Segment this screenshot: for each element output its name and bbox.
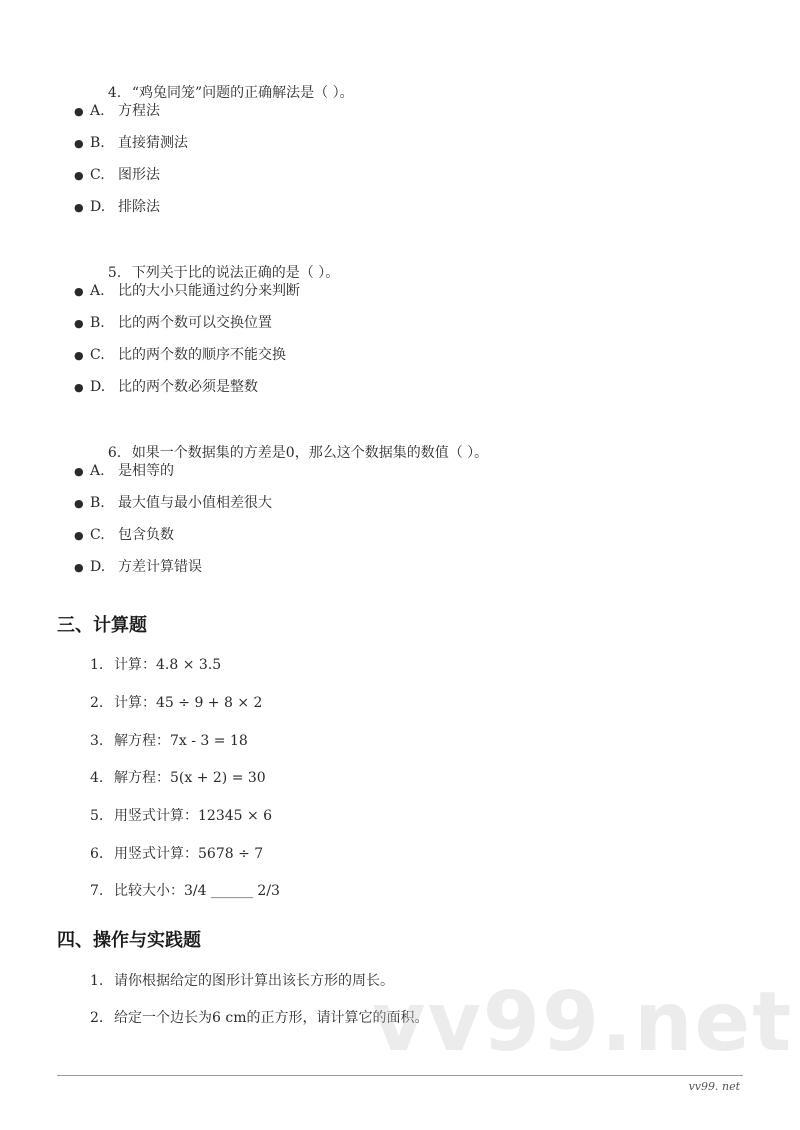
- item-text: 用竖式计算：12345 × 6: [114, 808, 273, 824]
- option-letter: A.: [90, 463, 105, 479]
- item-text: 计算：45 ÷ 9 + 8 × 2: [114, 695, 263, 711]
- question-number: 4.: [107, 85, 122, 101]
- option-letter: C.: [90, 527, 105, 543]
- bullet-icon: ●: [74, 137, 84, 150]
- item-text: 计算：4.8 × 3.5: [114, 657, 222, 673]
- option-6c: [74, 525, 174, 546]
- bullet-icon: ●: [74, 285, 84, 298]
- calc-item-5: [90, 806, 272, 826]
- option-4d: [74, 197, 160, 218]
- watermark: vv99.net: [372, 975, 794, 1070]
- item-number: 6.: [90, 846, 104, 862]
- question-number: 6.: [107, 445, 122, 461]
- option-letter: D.: [90, 559, 106, 575]
- option-text: 方程法: [118, 103, 160, 119]
- option-text: 排除法: [118, 199, 160, 215]
- item-number: 1.: [90, 973, 104, 989]
- item-text: 解方程：5(x + 2) = 30: [114, 770, 266, 786]
- item-text: 请你根据给定的图形计算出该长方形的周长。: [114, 973, 394, 989]
- option-5b: [74, 313, 272, 334]
- item-number: 5.: [90, 808, 104, 824]
- calc-item-1: [90, 655, 221, 675]
- option-letter: C.: [90, 347, 105, 363]
- option-text: 是相等的: [118, 463, 174, 479]
- option-letter: B.: [90, 495, 105, 511]
- bullet-icon: ●: [74, 169, 84, 182]
- section-title-calc: 三、计算题: [57, 615, 147, 636]
- item-text: 比较大小：3/4 ______ 2/3: [114, 883, 280, 899]
- practice-item-1: [90, 971, 394, 991]
- item-number: 3.: [90, 733, 104, 749]
- option-4c: [74, 165, 160, 186]
- option-5d: [74, 377, 258, 398]
- question-text: 下列关于比的说法正确的是（ ）。: [131, 265, 340, 281]
- calc-item-2: [90, 693, 262, 713]
- item-number: 1.: [90, 657, 104, 673]
- bullet-icon: ●: [74, 529, 84, 542]
- item-text: 用竖式计算：5678 ÷ 7: [114, 846, 264, 862]
- option-text: 比的两个数可以交换位置: [118, 315, 272, 331]
- question-number: 5.: [107, 265, 122, 281]
- calc-item-6: [90, 844, 263, 864]
- calc-item-3: [90, 731, 248, 751]
- bullet-icon: ●: [74, 465, 84, 478]
- option-text: 最大值与最小值相差很大: [118, 495, 272, 511]
- option-letter: B.: [90, 315, 105, 331]
- calc-item-7: [90, 881, 280, 901]
- option-letter: C.: [90, 167, 105, 183]
- option-letter: D.: [90, 199, 106, 215]
- bullet-icon: ●: [74, 381, 84, 394]
- question-text: 如果一个数据集的方差是0，那么这个数据集的数值（ ）。: [131, 445, 489, 461]
- calc-item-4: [90, 768, 266, 788]
- bullet-icon: ●: [74, 317, 84, 330]
- item-number: 2.: [90, 695, 104, 711]
- option-text: 图形法: [118, 167, 160, 183]
- bullet-icon: ●: [74, 497, 84, 510]
- bullet-icon: ●: [74, 561, 84, 574]
- bullet-icon: ●: [74, 201, 84, 214]
- option-letter: A.: [90, 103, 105, 119]
- item-number: 4.: [90, 770, 104, 786]
- option-6b: [74, 493, 272, 514]
- footer-site-label: vv99. net: [688, 1080, 740, 1093]
- bullet-icon: ●: [74, 349, 84, 362]
- option-letter: D.: [90, 379, 106, 395]
- item-text: 给定一个边长为6 cm的正方形，请计算它的面积。: [114, 1010, 429, 1026]
- option-text: 比的两个数的顺序不能交换: [118, 347, 286, 363]
- option-4b: [74, 133, 188, 154]
- option-letter: A.: [90, 283, 105, 299]
- item-number: 7.: [90, 883, 104, 899]
- option-letter: B.: [90, 135, 105, 151]
- option-6d: [74, 557, 202, 578]
- option-4a: [74, 101, 160, 122]
- option-5a: [74, 281, 300, 302]
- question-text: “鸡兔同笼”问题的正确解法是（ ）。: [131, 85, 354, 101]
- section-title-practice: 四、操作与实践题: [57, 930, 201, 951]
- option-6a: [74, 461, 174, 482]
- option-text: 直接猜测法: [118, 135, 188, 151]
- item-number: 2.: [90, 1010, 104, 1026]
- item-text: 解方程：7x - 3 = 18: [114, 733, 248, 749]
- option-text: 比的大小只能通过约分来判断: [118, 283, 300, 299]
- option-text: 方差计算错误: [118, 559, 202, 575]
- option-text: 比的两个数必须是整数: [118, 379, 258, 395]
- option-5c: [74, 345, 286, 366]
- option-text: 包含负数: [118, 527, 174, 543]
- bullet-icon: ●: [74, 105, 84, 118]
- footer-divider: [57, 1075, 743, 1076]
